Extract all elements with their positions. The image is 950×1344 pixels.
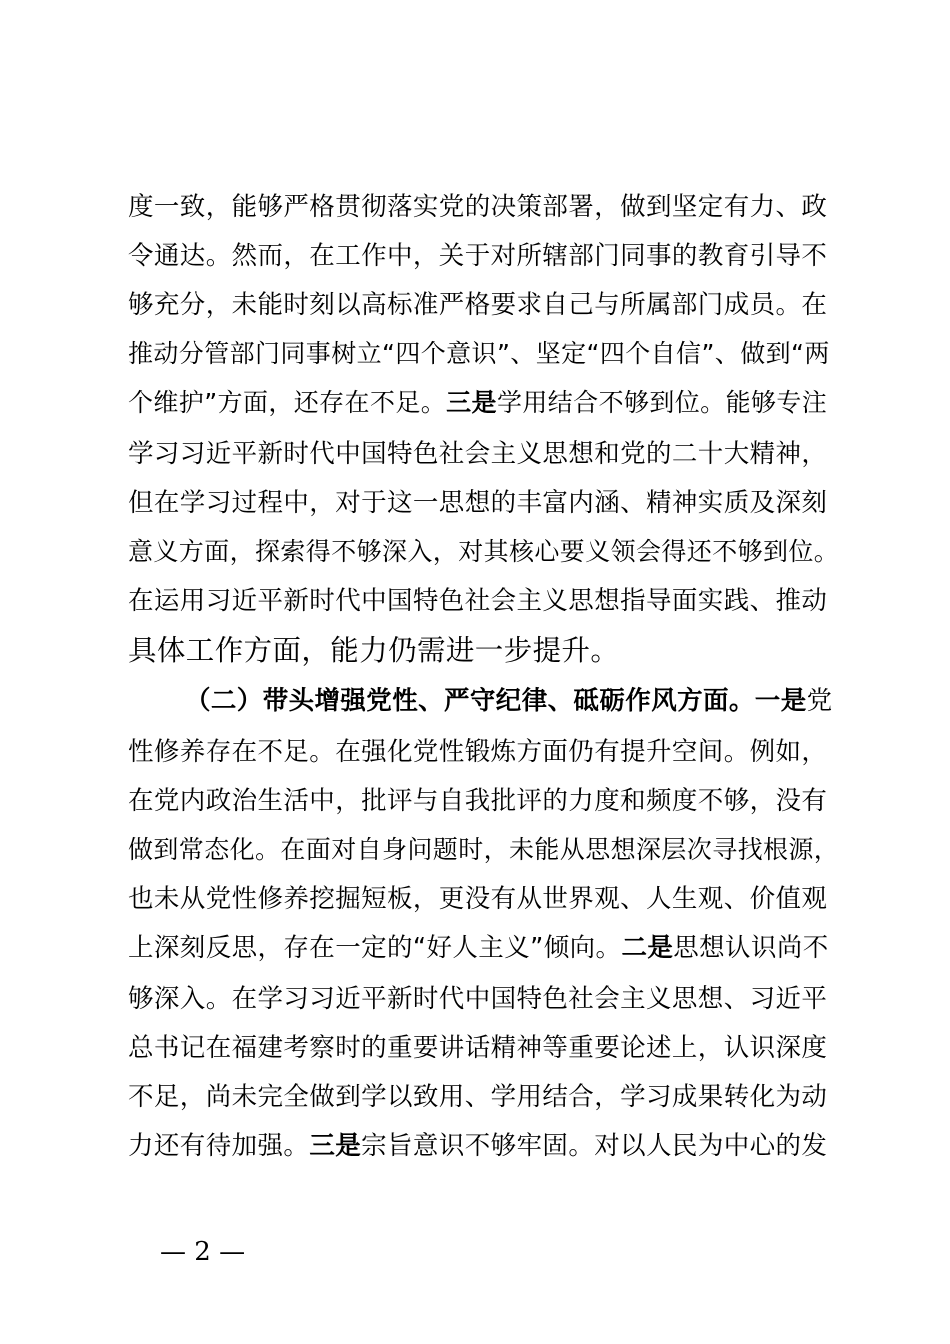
body-line — [128, 330, 840, 378]
body-line — [128, 281, 840, 329]
body-line — [128, 875, 840, 923]
page-number: — 2 — — [160, 1237, 246, 1267]
body-line — [128, 728, 840, 776]
text-segment: 做到常态化。在面对自身问题时，未能从思想深层次寻找根源， — [128, 835, 840, 864]
text-segment: 意义方面，探索得不够深入，对其核心要义领会得还不够到位。 — [128, 537, 840, 566]
bold-marker: 二是 — [621, 933, 674, 963]
text-segment: 宗旨意识不够牢固。对以人民为中心的发 — [361, 1131, 828, 1161]
body-line — [128, 232, 840, 280]
body-line — [128, 577, 840, 625]
body-line — [128, 1024, 840, 1072]
text-segment: 也未从党性修养挖掘短板，更没有从世界观、人生观、价值观 — [128, 884, 828, 914]
body-line — [128, 1122, 840, 1170]
text-segment: 够深入。在学习习近平新时代中国特色社会主义思想、习近平 — [128, 984, 828, 1014]
text-segment: 度一致，能够严格贯彻落实党的决策部署，做到坚定有力、政 — [128, 192, 828, 222]
body-line — [128, 975, 840, 1023]
body-line — [128, 777, 840, 825]
bold-marker: 三是 — [446, 388, 497, 417]
text-segment: 在运用习近平新时代中国特色社会主义思想指导面实践、推动 — [128, 586, 828, 616]
text-segment: 个维护”方面，还存在不足。 — [128, 388, 447, 417]
text-segment: 上深刻反思，存在一定的“好人主义”倾向。 — [128, 933, 622, 963]
text-segment: 学习习近平新时代中国特色社会主义思想和党的二十大精神， — [128, 439, 828, 469]
body-line — [128, 430, 840, 478]
body-line — [128, 627, 840, 675]
body-line — [128, 1073, 840, 1121]
text-segment: 力还有待加强。 — [128, 1131, 310, 1161]
text-segment: 具体工作方面，能力仍需进一步提升。 — [128, 634, 620, 667]
text-segment: 在党内政治生活中，批评与自我批评的力度和频度不够，没有 — [128, 786, 828, 816]
body-line — [128, 479, 840, 527]
text-segment: 党 — [806, 686, 833, 716]
text-segment: 性修养存在不足。在强化党性锻炼方面仍有提升空间。例如， — [128, 737, 828, 767]
text-segment: 够充分，未能时刻以高标准严格要求自己与所属部门成员。在 — [128, 290, 828, 320]
section-heading: （二）带头增强党性、严守纪律、砥砺作风方面。一是 — [185, 686, 807, 716]
bold-marker: 三是 — [309, 1131, 362, 1161]
text-segment: 总书记在福建考察时的重要讲话精神等重要论述上，认识深度 — [128, 1033, 828, 1063]
body-line — [128, 826, 840, 874]
text-segment: 不足，尚未完全做到学以致用、学用结合，学习成果转化为动 — [128, 1082, 828, 1112]
text-segment: 但在学习过程中，对于这一思想的丰富内涵、精神实质及深刻 — [128, 488, 828, 518]
body-line — [128, 379, 840, 427]
body-line — [128, 528, 840, 576]
section-heading-line — [185, 677, 840, 725]
body-line — [128, 924, 840, 972]
text-segment: 思想认识尚不 — [673, 933, 829, 963]
text-segment: 推动分管部门同事树立“四个意识”、坚定“四个自信”、做到“两 — [128, 339, 830, 368]
text-segment: 令通达。然而，在工作中，关于对所辖部门同事的教育引导不 — [128, 241, 828, 271]
text-segment: 学用结合不够到位。能够专注 — [496, 388, 828, 417]
body-line — [128, 183, 840, 231]
